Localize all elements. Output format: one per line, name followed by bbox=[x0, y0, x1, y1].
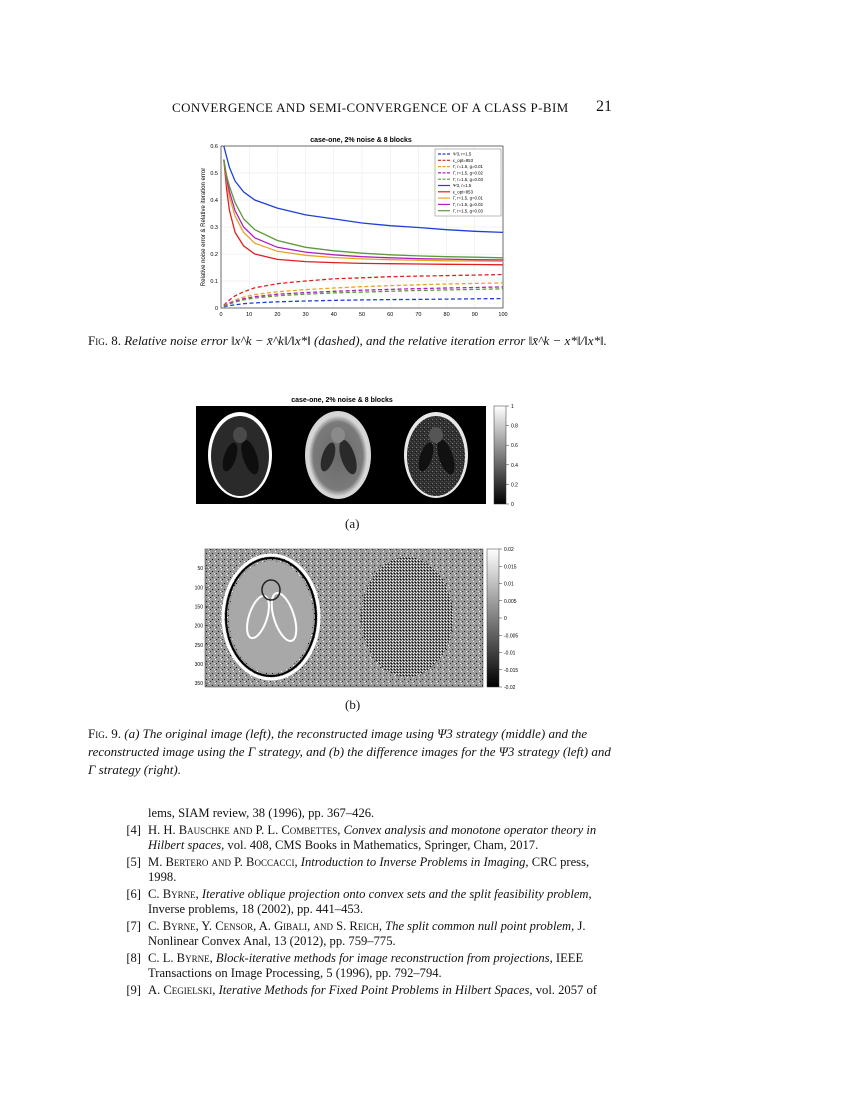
y-axis-label: Relative noise error & Relative iteration error bbox=[201, 167, 207, 287]
legend-entry: Ψ3, r=1.5 bbox=[453, 183, 472, 189]
figure9b-ytick-label: 300 bbox=[194, 662, 203, 668]
y-tick-label: 0.2 bbox=[210, 252, 218, 258]
y-tick-label: 0.5 bbox=[210, 171, 218, 177]
legend-entry: ε_opt=853 bbox=[453, 189, 473, 195]
x-tick-label: 10 bbox=[246, 312, 253, 318]
colorbar-b-tick-label: 0.015 bbox=[504, 564, 517, 571]
colorbar-b-tick-label: -0.005 bbox=[504, 633, 519, 640]
colorbar-a-ticks bbox=[506, 404, 518, 508]
x-tick-label: 40 bbox=[330, 312, 337, 318]
legend-entry: Ψ3, r=1.5 bbox=[453, 151, 472, 157]
legend-entry: Γ, r=1.5, g=0.02 bbox=[453, 170, 483, 176]
figure8-caption-label: Fig. 8. bbox=[88, 333, 121, 348]
colorbar-a bbox=[494, 406, 506, 504]
legend-entry: Γ, r=1.5, g=0.01 bbox=[453, 195, 483, 201]
series-line bbox=[224, 275, 503, 306]
figure9b-ytick-label: 100 bbox=[194, 585, 203, 592]
colorbar-a-tick-label: 0.4 bbox=[511, 462, 518, 469]
figure9b-ytick-label: 50 bbox=[197, 566, 203, 573]
colorbar-b-tick-label: -0.01 bbox=[504, 650, 516, 657]
psi3-difference bbox=[223, 555, 319, 679]
colorbar-b-tick-label: -0.015 bbox=[504, 667, 519, 674]
figure9a-images bbox=[192, 395, 532, 510]
figure9b-ytick-label: 150 bbox=[194, 604, 203, 611]
legend-entry: Γ, r=1.5, g=0.01 bbox=[453, 164, 483, 170]
figure9b-ytick-label: 200 bbox=[194, 623, 203, 630]
figure9a-label: (a) bbox=[345, 516, 360, 531]
y-tick-label: 0.6 bbox=[210, 144, 218, 150]
x-tick-label: 0 bbox=[219, 312, 223, 318]
reference-item: [8] C. L. Byrne, Block-iterative methods for image reconstruction from projections, IEEE Transactions on Image Processing, 5 (1996), pp. 792–794. bbox=[126, 950, 584, 980]
series-line bbox=[224, 289, 503, 307]
figure9-caption-label: Fig. 9. bbox=[88, 726, 121, 741]
figure9-caption bbox=[88, 725, 613, 779]
x-tick-label: 50 bbox=[358, 312, 366, 318]
colorbar-b-ticks bbox=[499, 547, 518, 691]
references-list bbox=[108, 806, 613, 999]
psi3-reconstruction bbox=[305, 411, 371, 499]
colorbar-b-tick-label: 0.02 bbox=[504, 547, 514, 553]
running-title: CONVERGENCE AND SEMI-CONVERGENCE OF A CLASS P-BIM bbox=[172, 100, 569, 115]
legend-entry: Γ, r=1.5, g=0.02 bbox=[453, 202, 483, 207]
original-phantom bbox=[208, 412, 272, 498]
legend bbox=[435, 149, 501, 216]
gamma-reconstruction bbox=[404, 412, 468, 498]
y-tick-label: 0.1 bbox=[210, 279, 218, 285]
legend-entry: ε_opt=853 bbox=[453, 157, 473, 163]
reference-item: [6] C. Byrne, Iterative oblique projection onto convex sets and the split feasibility problem, Inverse problems, 18 (2002), pp. 441–453. bbox=[126, 886, 592, 916]
legend-entry: Γ, r=1.5, g=0.03 bbox=[453, 176, 483, 182]
figure9b-ytick-label: 250 bbox=[194, 642, 203, 649]
figure8-chart bbox=[195, 132, 515, 322]
series-line bbox=[224, 299, 503, 307]
chart-title: case-one, 2% noise & 8 blocks bbox=[310, 137, 412, 144]
reference-continuation: lems, SIAM review, 38 (1996), pp. 367–426. bbox=[148, 806, 375, 820]
x-tick-label: 90 bbox=[471, 312, 478, 318]
colorbar-b-tick-label: 0 bbox=[504, 616, 507, 622]
reference-item: [9] A. Cegielski, Iterative Methods for Fixed Point Problems in Hilbert Spaces, vol. 2057 of bbox=[126, 982, 597, 997]
x-tick-label: 20 bbox=[274, 312, 281, 318]
y-tick-label: 0 bbox=[214, 306, 218, 312]
x-tick-label: 70 bbox=[415, 312, 422, 318]
colorbar-a-tick-label: 0.2 bbox=[511, 482, 518, 489]
colorbar-a-tick-label: 0.8 bbox=[511, 423, 518, 430]
figure8-caption-text: Relative noise error ‖x^k − x̄^k‖/‖x*‖ (dashed), and the relative iteration error ‖x̄^k − x*‖/‖x*‖. bbox=[124, 333, 607, 348]
figure9-caption-text: (a) The original image (left), the reconstructed image using Ψ3 strategy (middle) and the reconstructed image using the Γ strategy, and (b) the difference images for the Ψ3 strategy (left) and Γ strategy (right). bbox=[88, 726, 611, 777]
gamma-difference bbox=[361, 557, 453, 677]
colorbar-b-tick-label: -0.02 bbox=[504, 685, 516, 691]
figure9b-ytick-label: 350 bbox=[194, 681, 203, 688]
colorbar-a-tick-label: 0.6 bbox=[511, 443, 518, 450]
figure8-caption bbox=[88, 332, 610, 350]
colorbar-b bbox=[487, 549, 499, 687]
x-tick-label: 80 bbox=[443, 312, 450, 318]
figure9b-label: (b) bbox=[345, 697, 361, 712]
series-line bbox=[224, 287, 503, 306]
figure9a-title: case-one, 2% noise & 8 blocks bbox=[291, 397, 393, 404]
reference-item: [5] M. Bertero and P. Boccacci, Introduction to Inverse Problems in Imaging, CRC press, 1998. bbox=[126, 854, 590, 884]
x-tick-label: 60 bbox=[387, 312, 394, 318]
figure9b-images bbox=[185, 545, 525, 695]
x-tick-label: 100 bbox=[498, 312, 508, 318]
reference-item: [4] H. H. Bauschke and P. L. Combettes, Convex analysis and monotone operator theory in Hilbert spaces, vol. 408, CMS Books in Mathematics, Springer, Cham, 2017. bbox=[126, 822, 597, 852]
colorbar-a-tick-label: 1 bbox=[511, 404, 514, 410]
colorbar-b-tick-label: 0.005 bbox=[504, 598, 517, 605]
y-tick-label: 0.4 bbox=[210, 198, 218, 204]
page-number: 21 bbox=[596, 98, 612, 115]
colorbar-b-tick-label: 0.01 bbox=[504, 581, 514, 588]
y-tick-label: 0.3 bbox=[210, 225, 218, 231]
reference-item: [7] C. Byrne, Y. Censor, A. Gibali, and S. Reich, The split common null point problem, J. Nonlinear Convex Anal, 13 (2012), pp. 759–775. bbox=[126, 918, 586, 948]
x-tick-label: 30 bbox=[302, 312, 309, 318]
legend-entry: Γ, r=1.5, g=0.03 bbox=[453, 208, 483, 214]
colorbar-a-tick-label: 0 bbox=[511, 502, 514, 508]
